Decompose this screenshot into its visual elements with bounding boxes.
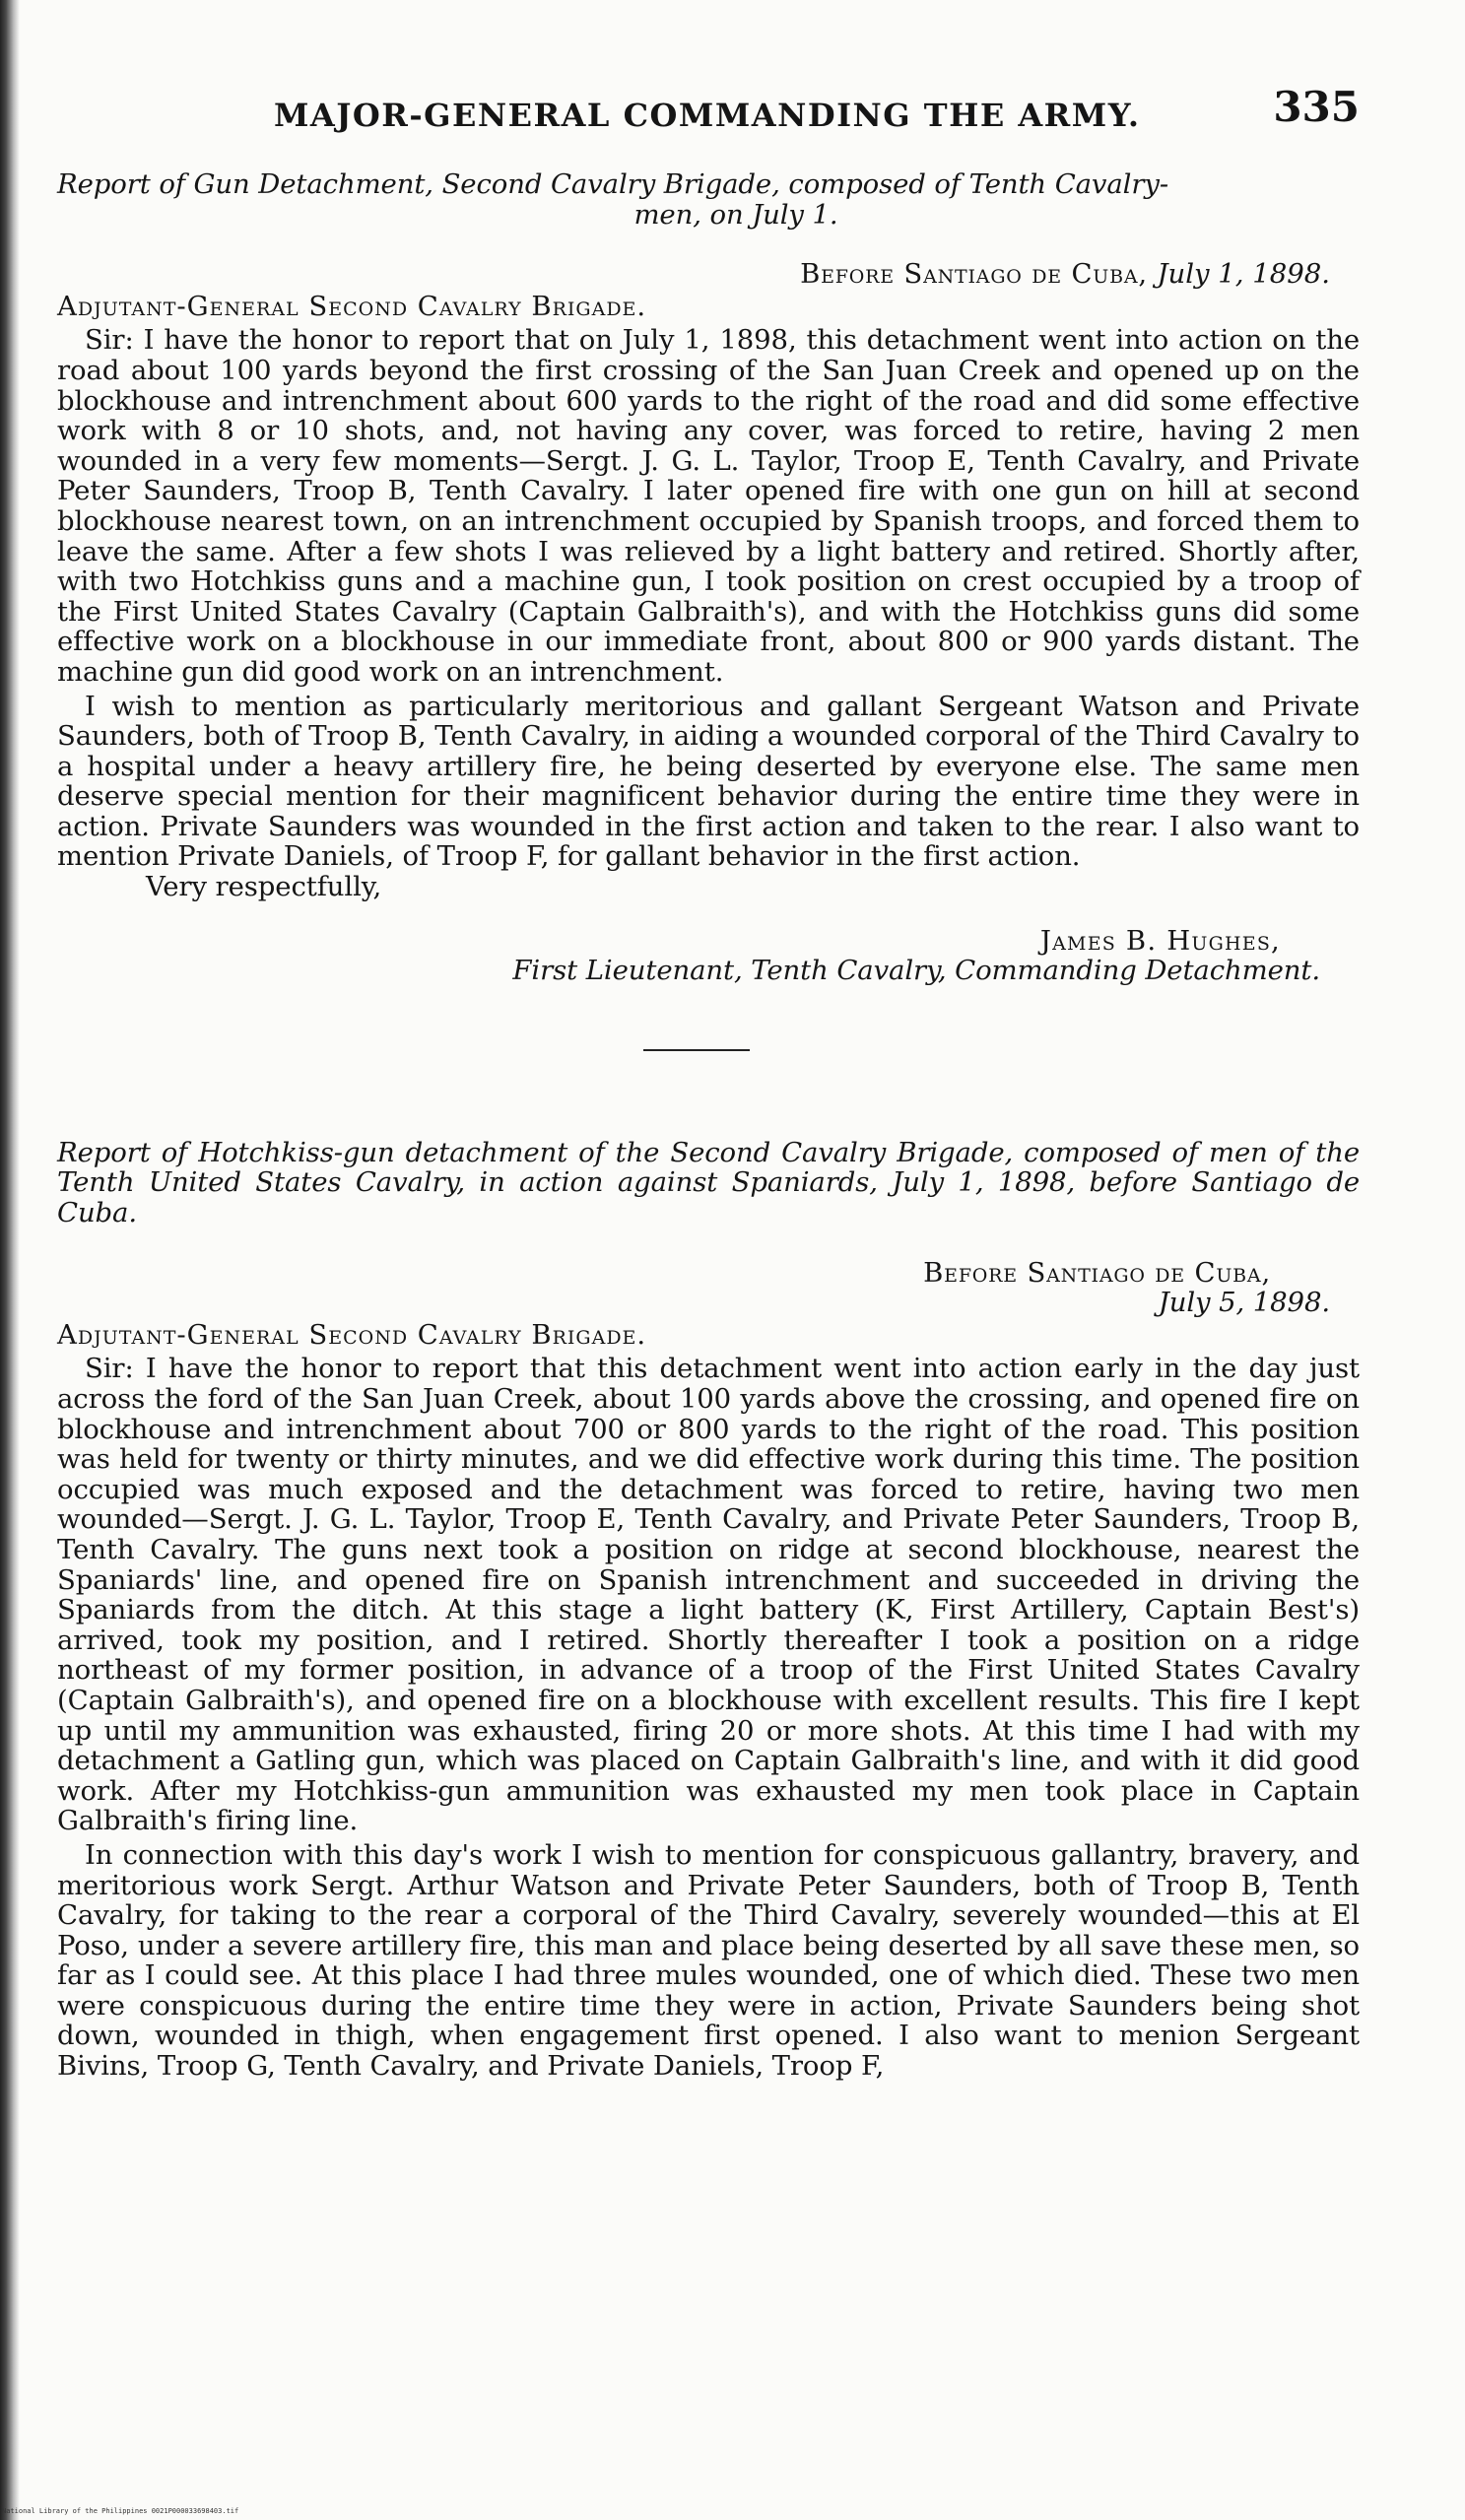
scan-binding-edge — [0, 0, 20, 2520]
report1-paragraph-2: I wish to mention as particularly meritorious and gallant Sergeant Watson and Private Saunders, both of Troop B, Tenth Cavalry, in aiding a wounded corporal of the Third Cavalry to a hospital under a heavy artillery fire, he being deserted by everyone else. The same men deserve special mention for their magnificent behavior during the entire time they were in action. Private Saunders was wounded in the first action and taken to the rear. I also want to mention Private Daniels, of Troop F, for gallant behavior in the first action. — [57, 690, 1360, 873]
report2-title: Report of Hotchkiss-gun detachment of the Second Cavalry Brigade, composed of men of the Tenth United States Cavalry, in action against Spaniards, July 1, 1898, before Santiago de Cuba. — [57, 1136, 1360, 1229]
report1-dateline-date: July 1, 1898. — [1157, 258, 1330, 291]
report-hotchkiss-detachment — [57, 1138, 1360, 2082]
page-content — [57, 83, 1360, 2083]
report1-title — [57, 169, 1360, 230]
report2-dateline-place: Before Santiago de Cuba, — [923, 1256, 1271, 1289]
report1-signer-title: First Lieutenant, Tenth Cavalry, Commanding Detachment. — [512, 955, 1320, 987]
report1-paragraph-1: Sir: I have the honor to report that on July 1, 1898, this detachment went into action on the road about 100 yards beyond the first crossing of the San Juan Creek and opened up on the blockhouse and intrenchment about 600 yards to the right of the road and did some effective work with 8 or 10 shots, and, not having any cover, was forced to retire, having 2 men wounded in a very few moments—Sergt. J. G. L. Taylor, Troop E, Tenth Cavalry, and Private Peter Saunders, Troop B, Tenth Cavalry. I later opened fire with one gun on hill at second blockhouse nearest town, on an intrenchment occupied by Spanish troops, and forced them to leave the same. After a few shots I was relieved by a light battery and retired. Shortly after, with two Hotchkiss guns and a machine gun, I took position on crest occupied by a troop of the First United States Cavalry (Captain Galbraith's), and with the Hotchkiss guns did some effective work on a blockhouse in our immediate front, about 800 or 900 yards distant. The machine gun did good work on an intrenchment. — [57, 324, 1360, 688]
scan-footer: National Library of the Philippines 0021P000033698403.tif — [2, 2507, 239, 2515]
report1-dateline-place: Before Santiago de Cuba, — [800, 258, 1148, 291]
report2-addressee: Adjutant-General Second Cavalry Brigade. — [57, 1318, 647, 1351]
report1-closing: Very respectfully, — [146, 871, 382, 903]
report1-addressee: Adjutant-General Second Cavalry Brigade. — [57, 290, 647, 322]
report2-dateline-date: July 5, 1898. — [1158, 1287, 1330, 1319]
report1-title-line1: Report of Gun Detachment, Second Cavalry Brigade, composed of Tenth Cavalry- — [57, 168, 1169, 200]
running-head-title: MAJOR-GENERAL COMMANDING THE ARMY. — [274, 97, 1141, 134]
report1-signer: James B. Hughes, — [1039, 924, 1281, 957]
report2-paragraph-2: In connection with this day's work I wish to mention for conspicuous gallantry, bravery, and meritorious work Sergt. Arthur Watson and Private Peter Saunders, both of Troop B, Tenth Cavalry, for taking to the rear a corporal of the Third Cavalry, severely wounded—this at El Poso, under a severe artillery fire, this man and place being deserted by all save these men, so far as I could see. At this place I had three mules wounded, one of which died. These two men were conspicuous during the entire time they were in action, Private Saunders being shot down, wounded in thigh, when engagement first opened. I also want to menion Sergeant Bivins, Troop G, Tenth Cavalry, and Private Daniels, Troop F, — [57, 1838, 1360, 2083]
running-head — [57, 83, 1360, 148]
report1-dateline — [57, 259, 1360, 290]
report1-title-line2: men, on July 1. — [633, 198, 838, 231]
page-number: 335 — [1273, 83, 1360, 131]
section-divider — [643, 1049, 750, 1051]
report-gun-detachment — [57, 169, 1360, 986]
report2-paragraph-1: Sir: I have the honor to report that this detachment went into action early in the day just across the ford of the San Juan Creek, about 100 yards above the crossing, and opened fire on blockhouse and intrenchment about 700 or 800 yards to the right of the road. This position was held for twenty or thirty minutes, and we did effective work during this time. The position occupied was much exposed and the detachment was forced to retire, having two men wounded—Sergt. J. G. L. Taylor, Troop E, Tenth Cavalry, and Private Peter Saunders, Troop B, Tenth Cavalry. The guns next took a position on ridge at second blockhouse, nearest the Spaniards' line, and opened fire on Spanish intrenchment and succeeded in driving the Spaniards from the ditch. At this stage a light battery (K, First Artillery, Captain Best's) arrived, took my position, and I retired. Shortly thereafter I took a position on a ridge northeast of my former position, in advance of a troop of the First United States Cavalry (Captain Galbraith's), and opened fire on a blockhouse with excellent results. This fire I kept up until my ammunition was exhausted, firing 20 or more shots. At this time I had with my detachment a Gatling gun, which was placed on Captain Galbraith's line, and with it did good work. After my Hotchkiss-gun ammunition was exhausted my men took place in Captain Galbraith's firing line. — [57, 1353, 1360, 1837]
